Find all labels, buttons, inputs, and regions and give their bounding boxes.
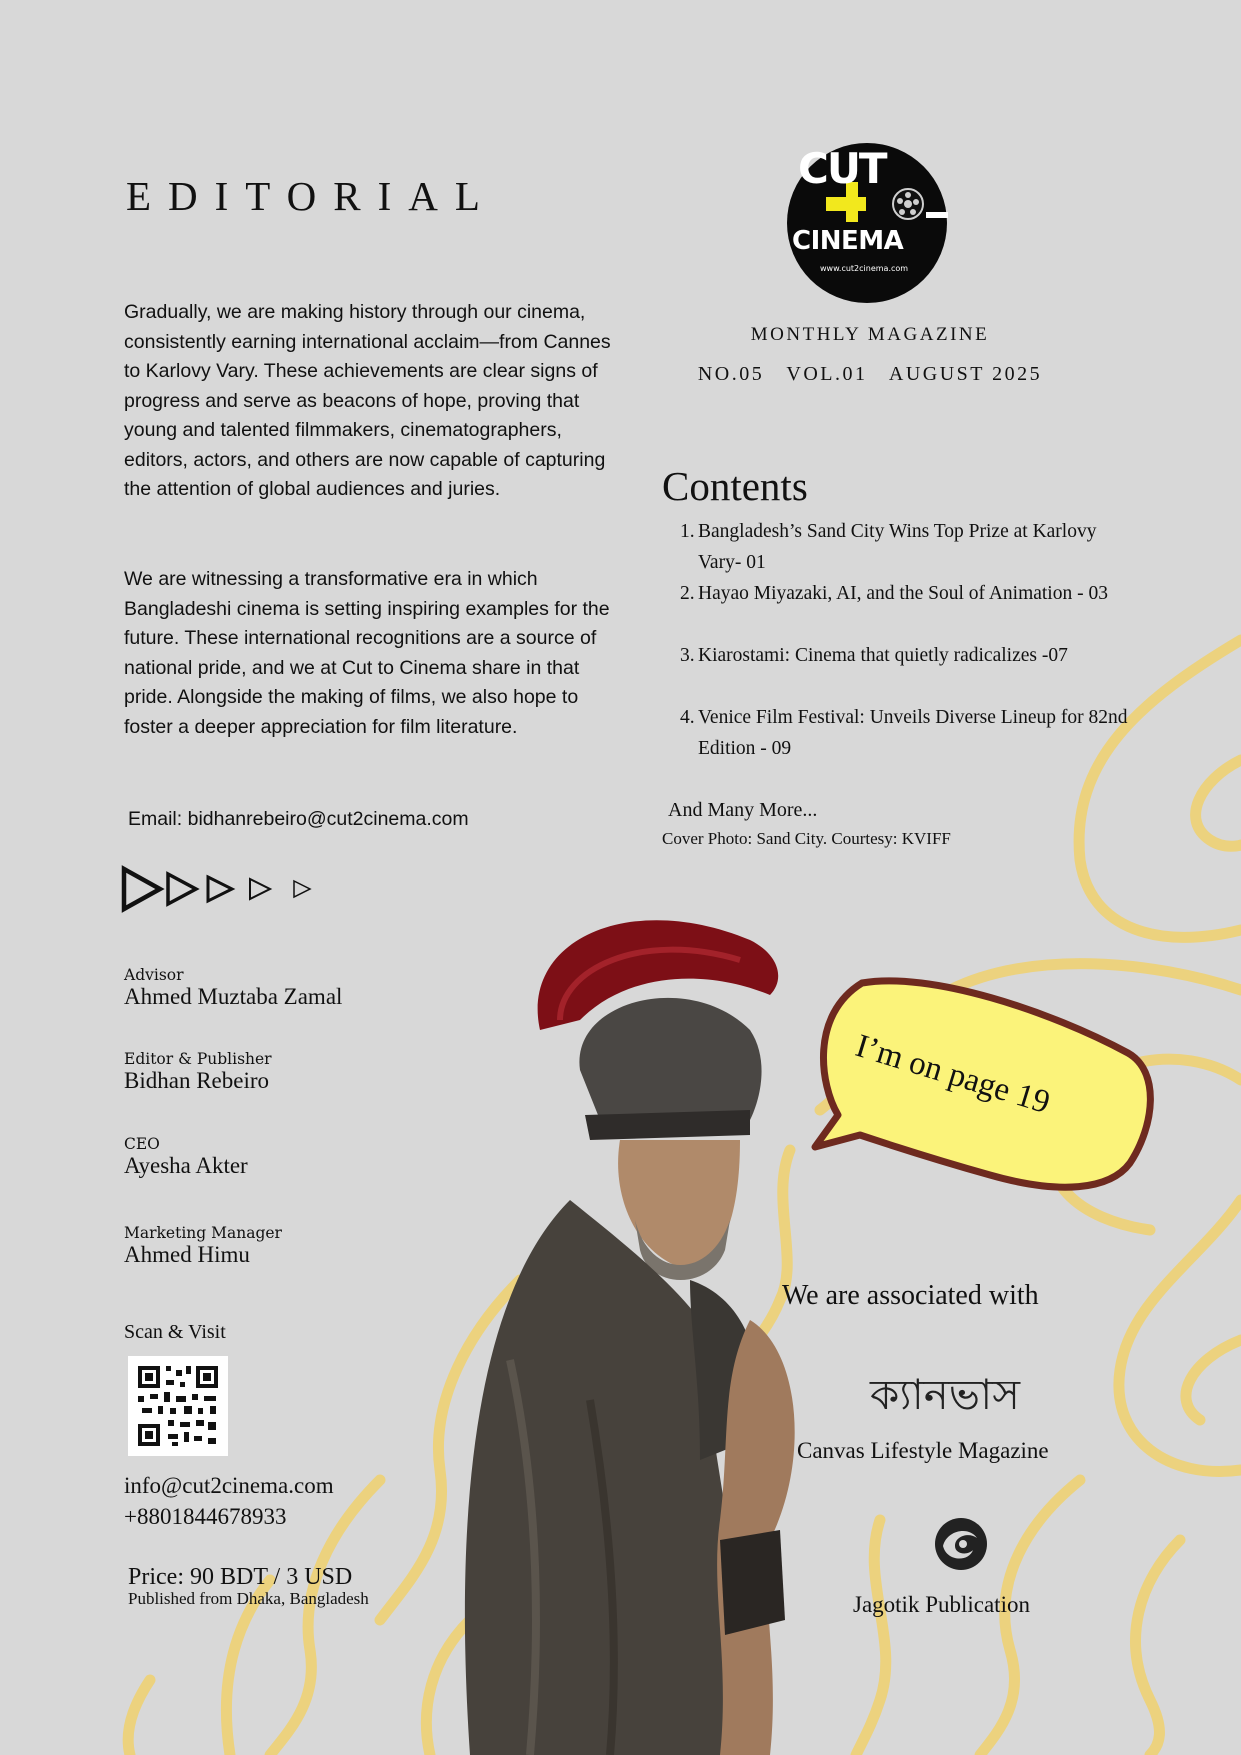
staff-role: Editor & Publisher <box>124 1050 272 1068</box>
swirl-line <box>1136 1540 1180 1755</box>
swirl-line <box>1079 640 1241 937</box>
speech-bubble-text: I’m on page 19 <box>851 1028 1054 1122</box>
staff-name: Bidhan Rebeiro <box>124 1068 269 1093</box>
associates-heading: We are associated with <box>782 1280 1039 1311</box>
staff-editor <box>124 1050 272 1094</box>
swirl-line <box>1196 760 1241 846</box>
editorial-paragraph-2: We are witnessing a transformative era in which Bangladeshi cinema is setting inspiring examples for the future. These international recognitions are a source of national pride, and we at Cut to Cinema share in that pride. Alongside the making of films, we also hope to foster a deeper appreciation for film literature. <box>124 568 610 738</box>
contents-item-2[interactable] <box>680 578 1130 609</box>
play-icon <box>208 877 232 901</box>
staff-role: Advisor <box>124 966 184 984</box>
contact-block <box>124 1470 334 1532</box>
contents-item-number: 1. <box>680 521 695 542</box>
qr-code[interactable] <box>128 1356 228 1456</box>
qr-code-icon <box>128 1356 228 1456</box>
contact-phone[interactable]: +8801844678933 <box>124 1504 287 1529</box>
staff-name: Ahmed Himu <box>124 1242 250 1267</box>
swirl-line <box>1119 1200 1241 1472</box>
contents-item-text: Bangladesh’s Sand City Wins Top Prize at Karlovy Vary- 01 <box>698 521 1097 573</box>
issue-info: NO.05 VOL.01 AUGUST 2025 <box>697 363 1043 385</box>
logo-url-text: www.cut2cinema.com <box>820 264 909 273</box>
staff-name: Ayesha Akter <box>124 1153 248 1178</box>
logo-cut-text: CUT <box>798 144 886 193</box>
staff-ceo <box>124 1135 248 1179</box>
published-text: Published from Dhaka, Bangladesh <box>128 1589 369 1608</box>
play-arrows-decoration <box>120 865 320 915</box>
editorial-email[interactable]: Email: bidhanrebeiro@cut2cinema.com <box>128 808 469 830</box>
magazine-kind: MONTHLY MAGAZINE <box>750 324 990 345</box>
contents-item-text: Hayao Miyazaki, AI, and the Soul of Animation - 03 <box>698 583 1108 604</box>
contents-item-text: Kiarostami: Cinema that quietly radicalizes -07 <box>698 645 1068 666</box>
canvas-name: Canvas Lifestyle Magazine <box>797 1438 1049 1463</box>
jagotik-logo-icon <box>933 1516 989 1572</box>
contents-item-1[interactable] <box>680 516 1130 578</box>
swirl-line <box>1186 1340 1241 1420</box>
staff-role: CEO <box>124 1135 160 1153</box>
staff-name: Ahmed Muztaba Zamal <box>124 984 343 1009</box>
contents-item-text: Venice Film Festival: Unveils Diverse Lineup for 82nd Edition - 09 <box>698 707 1128 759</box>
staff-marketing <box>124 1224 282 1268</box>
contact-email[interactable]: info@cut2cinema.com <box>124 1473 334 1498</box>
play-icon <box>124 869 160 909</box>
editorial-paragraph-1: Gradually, we are making history through our cinema, consistently earning international acclaim—from Cannes to Karlovy Vary. These achievements are clear signs of progress and serve as beacons of hope, proving that young and talented filmmakers, cinematographers, editors, actors, and others are now capable of capturing the attention of global audiences and juries. <box>124 301 611 500</box>
logo-cinema-text: CINEMA <box>792 226 904 256</box>
price-text: Price: 90 BDT / 3 USD <box>128 1564 353 1590</box>
staff-advisor <box>124 966 342 1010</box>
contents-item-number: 3. <box>680 645 695 666</box>
swirl-line <box>128 1680 150 1755</box>
contents-item-4[interactable] <box>680 702 1130 764</box>
contents-more: And Many More... <box>668 799 818 821</box>
editorial-title: EDITORIAL <box>126 173 497 219</box>
play-icon <box>168 874 196 904</box>
cover-credit: Cover Photo: Sand City. Courtesy: KVIFF <box>662 829 951 848</box>
price-block <box>128 1564 369 1609</box>
play-icon <box>294 881 310 897</box>
contents-item-3[interactable] <box>680 640 1130 671</box>
staff-role: Marketing Manager <box>124 1224 282 1242</box>
contents-title: Contents <box>662 463 808 509</box>
canvas-logo: ক্যানভাস <box>870 1370 1021 1419</box>
jagotik-name: Jagotik Publication <box>853 1592 1030 1617</box>
contents-item-number: 2. <box>680 583 695 604</box>
play-icon <box>250 879 270 899</box>
scan-label: Scan & Visit <box>124 1321 226 1343</box>
cut2cinema-logo <box>786 142 948 304</box>
contents-item-number: 4. <box>680 707 695 728</box>
